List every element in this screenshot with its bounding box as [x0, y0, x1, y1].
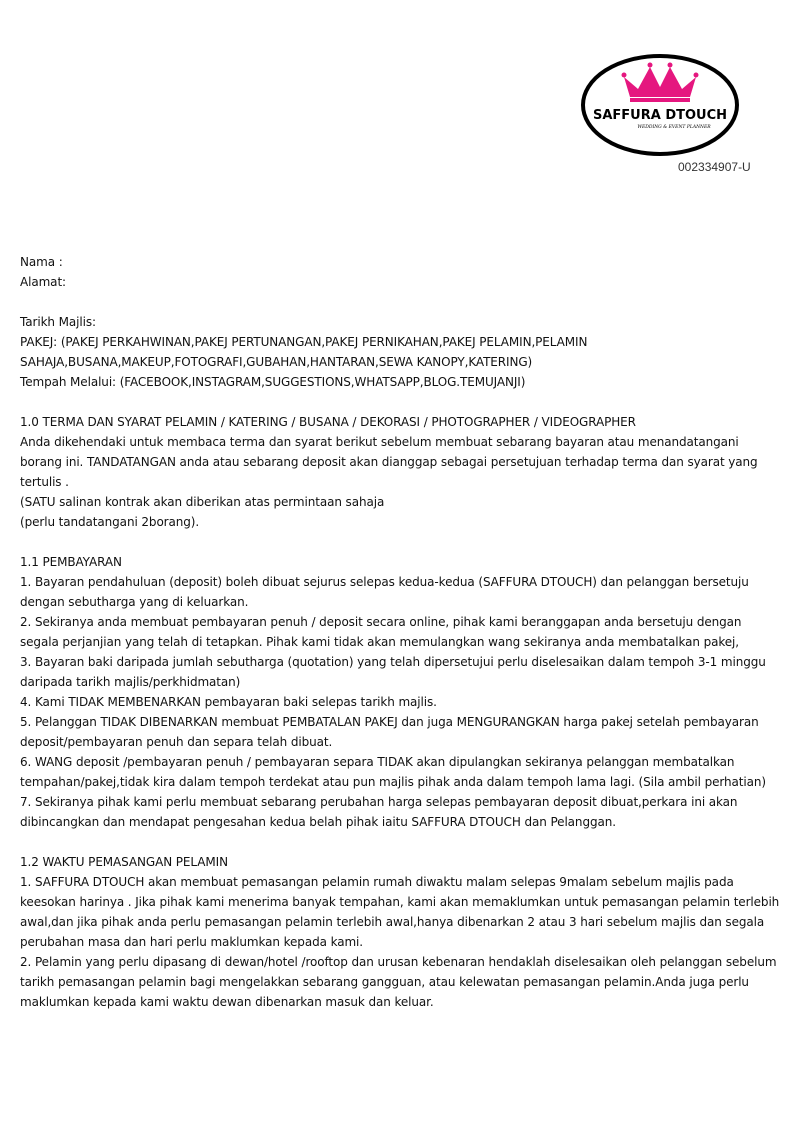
- section-1-0-note: (SATU salinan kontrak akan diberikan atas permintaan sahaja: [20, 495, 385, 509]
- list-item: 4. Kami TIDAK MEMBENARKAN pembayaran baki selepas tarikh majlis.: [20, 695, 437, 709]
- field-tarikh-majlis: Tarikh Majlis:: [20, 315, 96, 329]
- section-1-2-title: 1.2 WAKTU PEMASANGAN PELAMIN: [20, 855, 228, 869]
- field-pakej: PAKEJ: (PAKEJ PERKAHWINAN,PAKEJ PERTUNANGAN,PAKEJ PERNIKAHAN,PAKEJ PELAMIN,PELAMIN SAHAJA,BUSANA,MAKEUP,FOTOGRAFI,GUBAHAN,HANTARAN,SEWA KANOPY,KATERING): [20, 335, 588, 369]
- document-body: [20, 252, 780, 1012]
- list-item: 1. Bayaran pendahuluan (deposit) boleh dibuat sejurus selepas kedua-kedua (SAFFURA DTOUCH) dan pelanggan bersetuju dengan sebutharga yang di keluarkan.: [20, 575, 749, 609]
- list-item: 2. Pelamin yang perlu dipasang di dewan/hotel /rooftop dan urusan kebenaran hendaklah diselesaikan oleh pelanggan sebelum tarikh pemasangan pelamin bagi mengelakkan sebarang gangguan, atau kelewatan pemasangan pelamin.Anda juga perlu maklumkan kepada kami waktu dewan dibenarkan masuk dan keluar.: [20, 955, 777, 1009]
- section-1-0-note: (perlu tandatangani 2borang).: [20, 515, 200, 529]
- logo-brand-text: SAFFURA DTOUCH: [592, 108, 728, 123]
- list-item: 1. SAFFURA DTOUCH akan membuat pemasangan pelamin rumah diwaktu malam selepas 9malam sebelum majlis pada keesokan harinya . Jika pihak kami menerima banyak tempahan, kami akan memaklumkan untuk pemasangan pelamin terlebih awal,dan jika pihak anda perlu pemasangan pelamin terlebih awal,hanya dibenarkan 2 atau 3 hari sebelum majlis dan segala perubahan masa dan hari perlu maklumkan kepada kami.: [20, 875, 780, 949]
- field-alamat: Alamat:: [20, 275, 66, 289]
- list-item: 6. WANG deposit /pembayaran penuh / pembayaran separa TIDAK akan dipulangkan sekiranya pelanggan membatalkan tempahan/pakej,tidak kira dalam tempoh terdekat atau pun majlis pihak anda dalam tempoh lama lagi. (Sila ambil perhatian): [20, 755, 766, 789]
- company-logo: [580, 53, 740, 157]
- logo-tagline-text: WEDDING & EVENT PLANNER: [637, 125, 711, 130]
- logo-emblem: [580, 53, 740, 157]
- list-item: 7. Sekiranya pihak kami perlu membuat sebarang perubahan harga selepas pembayaran deposit dibuat,perkara ini akan dibincangkan dan mendapat pengesahan kedua belah pihak iaitu SAFFURA DTOUCH dan Pelanggan.: [20, 795, 738, 829]
- list-item: 2. Sekiranya anda membuat pembayaran penuh / deposit secara online, pihak kami beranggapan anda bersetuju dengan segala perjanjian yang telah di tetapkan. Pihak kami tidak akan memulangkan wang sekiranya anda membatalkan pakej,: [20, 615, 742, 649]
- field-tempah-melalui: Tempah Melalui: (FACEBOOK,INSTAGRAM,SUGGESTIONS,WHATSAPP,BLOG.TEMUJANJI): [20, 375, 526, 389]
- list-item: 3. Bayaran baki daripada jumlah sebutharga (quotation) yang telah dipersetujui perlu diselesaikan dalam tempoh 3-1 minggu daripada tarikh majlis/perkhidmatan): [20, 655, 766, 689]
- section-1-0-title: 1.0 TERMA DAN SYARAT PELAMIN / KATERING / BUSANA / DEKORASI / PHOTOGRAPHER / VIDEOGRAPHER: [20, 415, 636, 429]
- field-nama: Nama :: [20, 255, 63, 269]
- list-item: 5. Pelanggan TIDAK DIBENARKAN membuat PEMBATALAN PAKEJ dan juga MENGURANGKAN harga pakej setelah pembayaran deposit/pembayaran penuh dan separa telah dibuat.: [20, 715, 759, 749]
- document-code: 002334907-U: [678, 160, 751, 174]
- section-1-1-title: 1.1 PEMBAYARAN: [20, 555, 122, 569]
- section-1-0-paragraph: Anda dikehendaki untuk membaca terma dan syarat berikut sebelum membuat sebarang bayaran atau menandatangani borang ini. TANDATANGAN anda atau sebarang deposit akan dianggap sebagai persetujuan terhadap terma dan syarat yang tertulis .: [20, 435, 758, 489]
